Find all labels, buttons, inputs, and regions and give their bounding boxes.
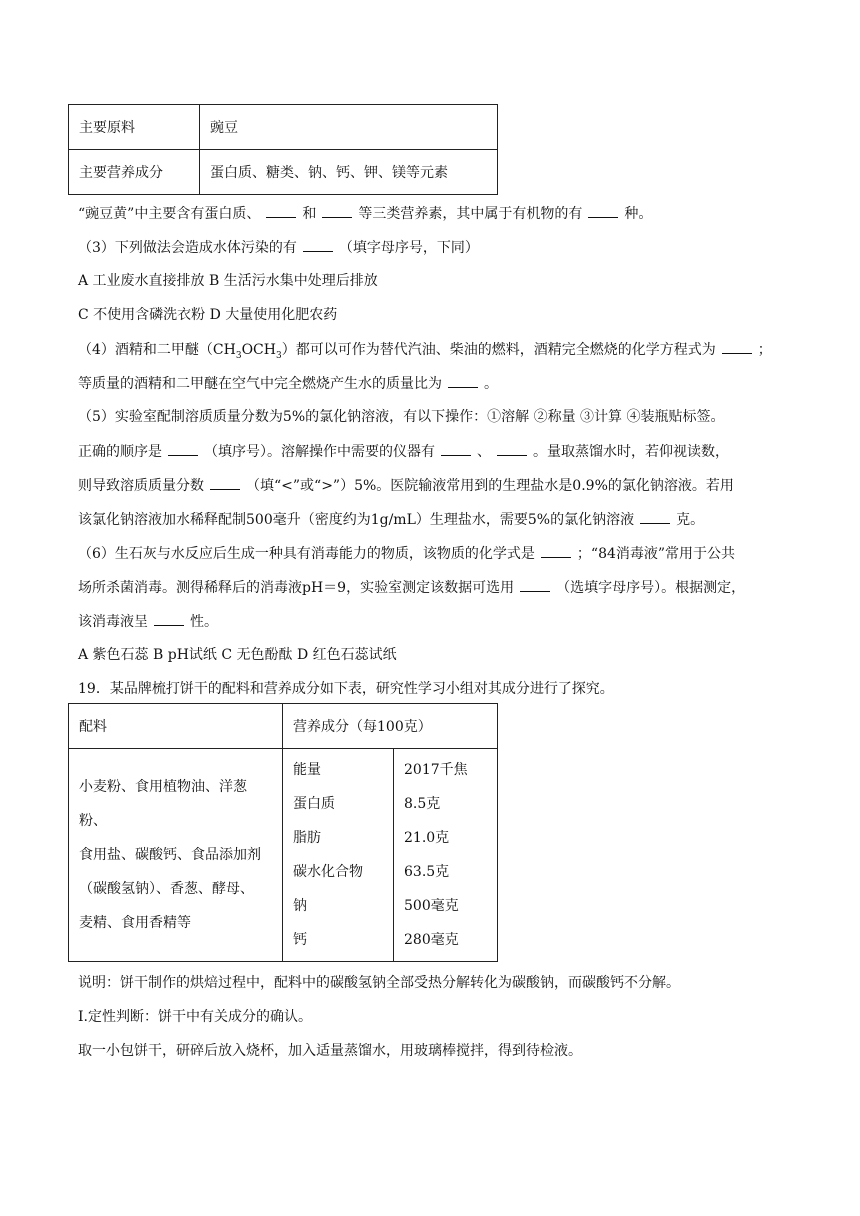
table-header-cell: 营养成分（每100克）: [283, 704, 498, 749]
text: （填“<”或“>”）5%。医院输液常用到的生理盐水是0.9%的氯化钠溶液。若用: [246, 478, 734, 494]
nutrient-name: 能量: [293, 762, 321, 778]
table-row: [69, 749, 498, 962]
question-line: [78, 339, 772, 360]
option-line: A 工业废水直接排放 B 生活污水集中处理后排放: [78, 273, 378, 289]
question-line: [78, 577, 745, 598]
ingredients-line: 小麦粉、食用植物油、洋葱粉、: [79, 779, 247, 829]
text: 等三类营养素，其中属于有机物的有: [358, 206, 583, 222]
text: 该氯化钠溶液加水稀释配制500毫升（密度约为1g/mL）生理盐水，需要5%的氯化钠溶液: [78, 512, 635, 528]
answer-blank[interactable]: [541, 543, 571, 558]
nutrient-value: 8.5克: [404, 796, 441, 812]
text: （填序号）。溶解操作中需要的仪器有: [204, 444, 435, 460]
answer-blank[interactable]: [640, 509, 670, 524]
nutrition-table: [68, 703, 498, 962]
nutrient-name: 蛋白质: [293, 796, 335, 812]
table-cell: 主要营养成分: [69, 150, 200, 195]
question-line: [78, 441, 729, 462]
answer-blank[interactable]: [168, 441, 198, 456]
step-line: 取一小包饼干，研碎后放入烧杯，加入适量蒸馏水，用玻璃棒搅拌，得到待检液。: [78, 1043, 582, 1059]
text: （3）下列做法会造成水体污染的有: [78, 240, 297, 256]
option-line: C 不使用含磷洗衣粉 D 大量使用化肥农药: [78, 307, 338, 323]
text: 正确的顺序是: [78, 444, 162, 460]
ingredients-line: 食用盐、碳酸钙、食品添加剂: [79, 847, 261, 863]
text: 则导致溶质质量分数: [78, 478, 204, 494]
text: 克。: [676, 512, 705, 528]
question-line: [78, 237, 479, 258]
text: “豌豆黄”中主要含有蛋白质、: [78, 206, 261, 222]
text: 该消毒液呈: [78, 614, 148, 630]
answer-blank[interactable]: [154, 611, 184, 626]
text: 和: [302, 206, 317, 222]
text: 。量取蒸馏水时，若仰视读数，: [533, 444, 729, 460]
answer-blank[interactable]: [520, 577, 550, 592]
text: ）都可以可作为替代汽油、柴油的燃料，酒精完全燃烧的化学方程式为: [281, 342, 716, 358]
answer-blank[interactable]: [210, 475, 240, 490]
text: 性。: [190, 614, 218, 630]
table-header-cell: 配料: [69, 704, 283, 749]
nutrient-name: 碳水化合物: [293, 864, 363, 880]
nutrient-value: 21.0克: [404, 830, 450, 846]
note-line: 说明：饼干制作的烘焙过程中，配料中的碳酸氢钠全部受热分解转化为碳酸钠，而碳酸钙不分解。: [78, 975, 680, 991]
ingredients-text: [79, 770, 272, 940]
text: 等质量的酒精和二甲醚在空气中完全燃烧产生水的质量比为: [78, 376, 442, 392]
text: 、: [477, 444, 491, 460]
text: 场所杀菌消毒。测得稀释后的消毒液pH＝9，实验室测定该数据可选用: [78, 580, 515, 596]
nutrient-value: 63.5克: [404, 864, 450, 880]
table-row: [69, 150, 498, 195]
text: （选填字母序号）。根据测定，: [556, 580, 746, 596]
answer-blank[interactable]: [588, 203, 618, 218]
answer-blank[interactable]: [497, 441, 527, 456]
text: ；“84消毒液”常用于公共: [576, 546, 736, 562]
question-line: [78, 509, 704, 530]
text: （填字母序号，下同）: [338, 240, 479, 256]
section-heading: I.定性判断：饼干中有关成分的确认。: [78, 1009, 312, 1025]
nutrient-value: 2017千焦: [404, 762, 468, 778]
table-cell: 豌豆: [200, 105, 498, 150]
answer-blank[interactable]: [441, 441, 471, 456]
ingredients-line: 麦精、食用香精等: [79, 915, 191, 931]
nutrient-name: 钠: [293, 898, 307, 914]
nutrient-name: 脂肪: [293, 830, 321, 846]
nutrient-name: 钙: [293, 932, 307, 948]
ingredient-table: [68, 104, 498, 195]
question-line: （5）实验室配制溶质质量分数为5%的氯化钠溶液，有以下操作：①溶解 ②称量 ③计算 ④装瓶贴标签。: [78, 409, 725, 425]
question-line: [78, 543, 735, 564]
nutrient-value: 280毫克: [404, 932, 459, 948]
option-line: A 紫色石蕊 B pH试纸 C 无色酚酞 D 红色石蕊试纸: [78, 647, 397, 663]
table-row: [69, 704, 498, 749]
question-line: [78, 203, 652, 224]
answer-blank[interactable]: [303, 237, 333, 252]
nutrient-names-cell: [283, 749, 394, 962]
question-line: [78, 373, 498, 394]
nutrient-value: 500毫克: [404, 898, 459, 914]
table-cell: 主要原料: [69, 105, 200, 150]
answer-blank[interactable]: [266, 203, 296, 218]
text: ；: [757, 342, 772, 358]
answer-blank[interactable]: [722, 339, 752, 354]
subscript: 3: [235, 350, 242, 361]
text: （6）生石灰与水反应后生成一种具有消毒能力的物质，该物质的化学式是: [78, 546, 535, 562]
ingredients-cell: [69, 749, 283, 962]
text: 种。: [624, 206, 653, 222]
subscript: 3: [275, 350, 282, 361]
answer-blank[interactable]: [448, 373, 478, 388]
table-row: [69, 105, 498, 150]
question-line: [78, 611, 218, 632]
question-line: [78, 475, 734, 496]
text: （4）酒精和二甲醚（CH: [78, 342, 236, 358]
ingredients-line: （碳酸氢钠）、香葱、酵母、: [79, 881, 254, 897]
answer-blank[interactable]: [322, 203, 352, 218]
question-title: 19．某品牌梳打饼干的配料和营养成分如下表，研究性学习小组对其成分进行了探究。: [78, 681, 614, 697]
table-cell: 蛋白质、糖类、钠、钙、钾、镁等元素: [200, 150, 498, 195]
text: 。: [484, 376, 498, 392]
text: OCH: [241, 342, 276, 358]
nutrient-values-cell: [394, 749, 498, 962]
